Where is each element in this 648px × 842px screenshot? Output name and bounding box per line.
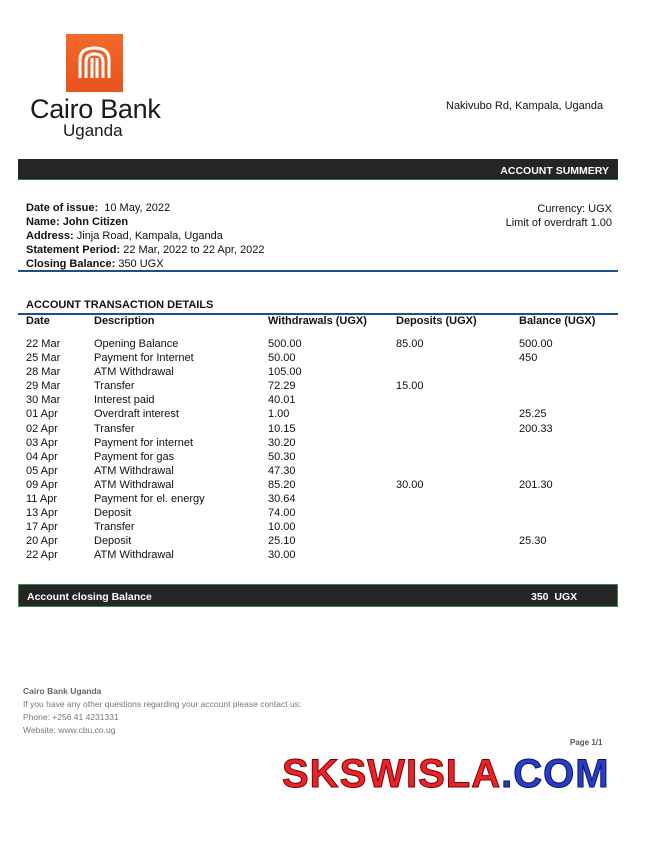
watermark: SKSWISLA.COM: [282, 752, 610, 796]
table-row: 20 Apr Deposit 25.10 25.30: [26, 535, 547, 548]
transaction-table: [0, 338, 648, 564]
table-row: 09 Apr ATM Withdrawal 85.20 30.00 201.30: [26, 478, 553, 491]
table-row: 11 Apr Payment for el. energy 30.64: [26, 493, 296, 506]
col-header-deposits: Deposits (UGX): [396, 315, 477, 327]
table-row: 04 Apr Payment for gas 50.30: [26, 450, 296, 463]
period-line: Statement Period: 22 Mar, 2022 to 22 Apr, 2022: [26, 244, 265, 256]
page-number: Page 1/1: [570, 738, 603, 747]
table-row: 22 Mar Opening Balance 500.00 85.00 500.00: [26, 338, 553, 350]
closing-line: Closing Balance: 350 UGX: [26, 258, 164, 270]
divider: [18, 270, 618, 272]
account-terms: [506, 202, 612, 230]
table-row: 05 Apr ATM Withdrawal 47.30: [26, 464, 296, 477]
customer-name: John Citizen: [62, 216, 129, 228]
footer-website: Website: www.cbu.co.ug: [23, 725, 116, 735]
table-row: 01 Apr Overdraft interest 1.00 25.25: [26, 408, 547, 421]
currency: Currency: UGX: [537, 203, 612, 215]
table-row: 30 Mar Interest paid 40.01: [26, 394, 296, 407]
footer: [23, 685, 301, 737]
bank-country: Uganda: [63, 121, 123, 140]
issue-date-line: Date of issue: 10 May, 2022: [26, 202, 171, 214]
issue-date: 10 May, 2022: [104, 202, 171, 214]
col-header-date: Date: [26, 315, 50, 327]
col-header-withdrawals: Withdrawals (UGX): [268, 315, 367, 327]
table-row: 25 Mar Payment for Internet 50.00 450: [26, 352, 538, 365]
table-row: 03 Apr Payment for internet 30.20: [26, 436, 296, 449]
col-header-balance: Balance (UGX): [519, 315, 596, 327]
table-row: 02 Apr Transfer 10.15 200.33: [26, 422, 553, 435]
closing-balance-label: Account closing Balance: [27, 591, 152, 603]
bank-logo-icon: [66, 34, 123, 92]
footer-phone: Phone: +256 41 4231331: [23, 712, 119, 722]
table-row: 29 Mar Transfer 72.29 15.00: [26, 380, 424, 393]
transactions-title: ACCOUNT TRANSACTION DETAILS: [26, 299, 214, 311]
address-line: Address: Jinja Road, Kampala, Uganda: [26, 230, 223, 242]
table-row: 28 Mar ATM Withdrawal 105.00: [26, 366, 302, 379]
table-row: 13 Apr Deposit 74.00: [26, 507, 296, 520]
closing-balance-bar: [18, 584, 618, 607]
account-info: [26, 201, 264, 271]
statement-period: 22 Mar, 2022 to 22 Apr, 2022: [123, 244, 265, 256]
name-line: Name: John Citizen: [26, 216, 129, 228]
footer-bank: Cairo Bank Uganda: [23, 686, 102, 696]
summary-header-bar: [18, 159, 618, 180]
table-row: 17 Apr Transfer 10.00: [26, 521, 296, 534]
customer-address: Jinja Road, Kampala, Uganda: [76, 230, 223, 242]
bank-address: Nakivubo Rd, Kampala, Uganda: [446, 100, 604, 112]
footer-note: If you have any other questions regarding your account please contact us:: [23, 699, 302, 709]
closing-balance: 350 UGX: [118, 258, 164, 270]
bank-name: Cairo Bank: [30, 94, 161, 124]
col-header-description: Description: [94, 315, 155, 327]
summary-title: ACCOUNT SUMMERY: [500, 165, 609, 177]
overdraft-limit: Limit of overdraft 1.00: [505, 217, 612, 229]
closing-balance-value: 350 UGX: [531, 591, 578, 603]
table-row: 22 Apr ATM Withdrawal 30.00: [26, 549, 296, 562]
